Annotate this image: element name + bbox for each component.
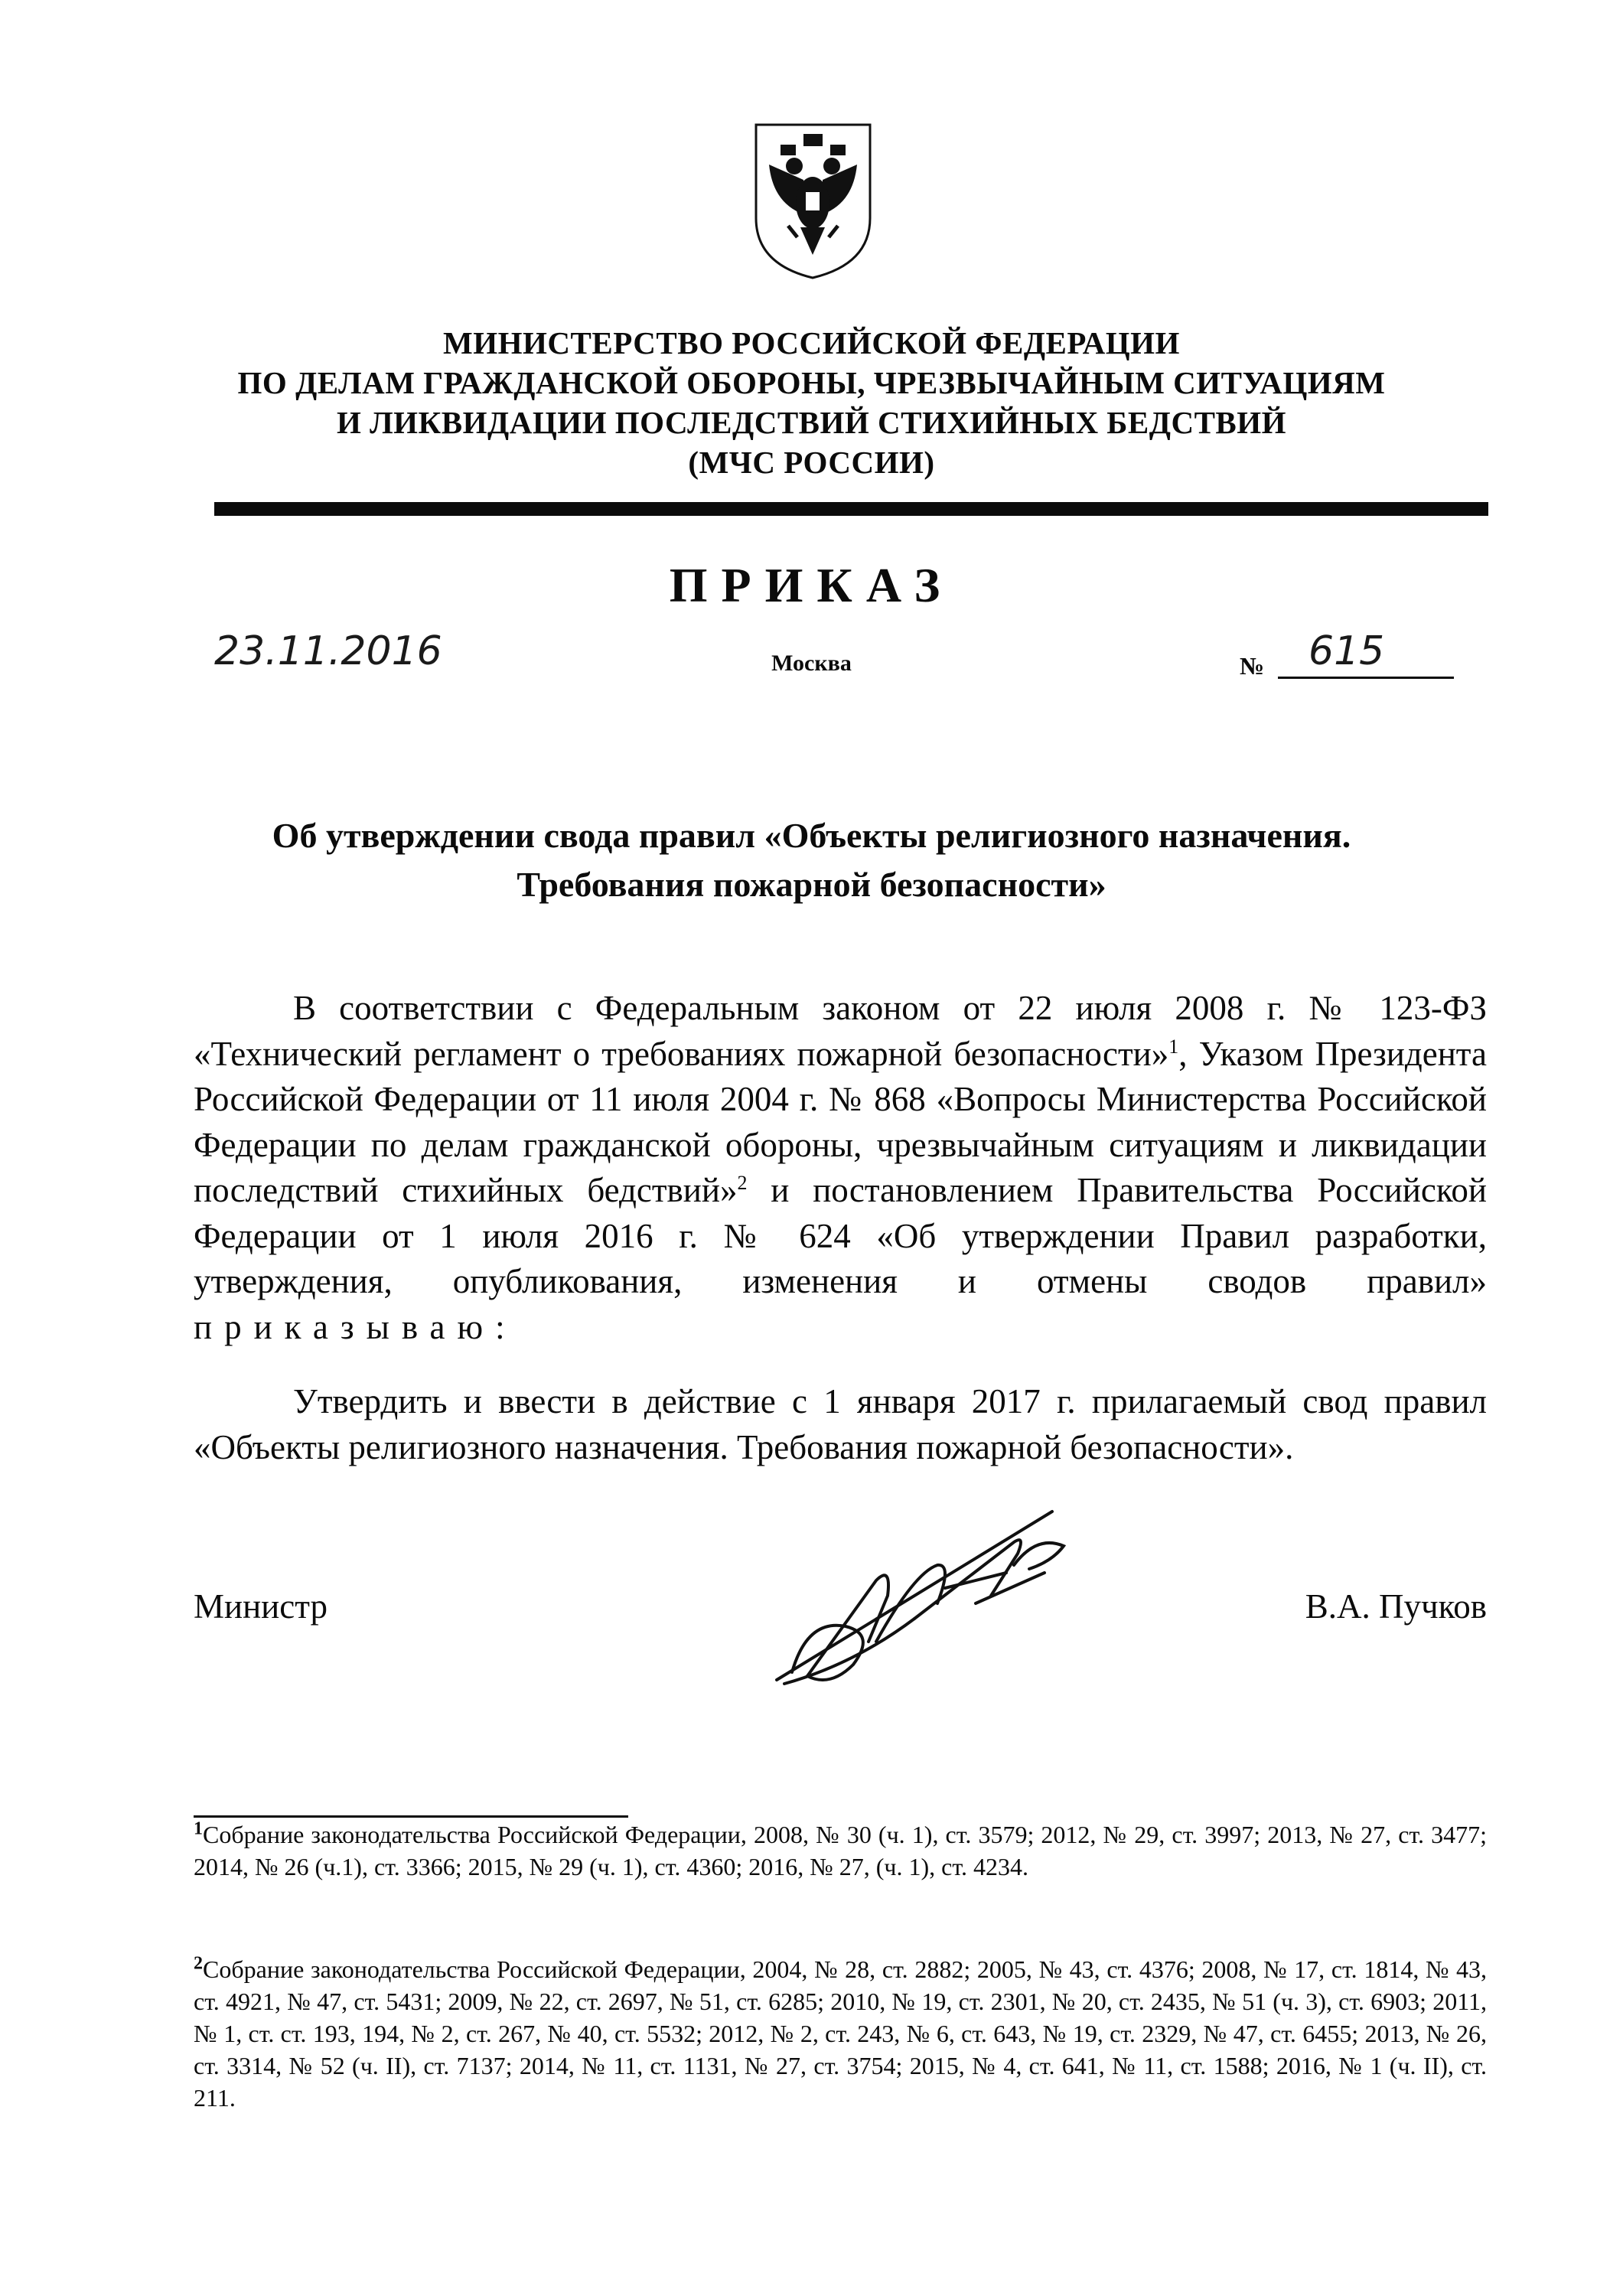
order-number (1278, 626, 1454, 679)
footnote-2 (194, 1953, 1487, 2114)
footnote-ref-2: 2 (737, 1172, 748, 1194)
preamble-text-part-1: В соответствии с Федеральным законом от 22 июля 2008 г. № 123-ФЗ «Технический регламент о требованиях пожарной безопасности» (194, 989, 1487, 1073)
footnote-divider (194, 1815, 628, 1818)
preamble-paragraph (194, 986, 1487, 1350)
order-number-label: № (1240, 652, 1265, 680)
directive-paragraph: Утвердить и ввести в действие с 1 января 2017 г. прилагаемый свод правил «Объекты религиозного назначения. Требования пожарной безопасности». (194, 1382, 1487, 1466)
footnote-1-text: Собрание законодательства Российской Федерации, 2008, № 30 (ч. 1), ст. 3579; 2012, № 29, ст. 3997; 2013, № 27, ст. 3477; 2014, № 26 (ч.1), ст. 3366; 2015, № 29 (ч. 1), ст. 4360; 2016, № 27, (ч. 1), ст. 4234. (194, 1821, 1487, 1880)
ministry-name-line-2: ПО ДЕЛАМ ГРАЖДАНСКОЙ ОБОРОНЫ, ЧРЕЗВЫЧАЙНЫМ СИТУАЦИЯМ (237, 365, 1386, 400)
footnote-1 (194, 1818, 1487, 1883)
order-directive-word: приказываю: (194, 1307, 517, 1346)
preamble-text-part-3: и постановлением Правительства Российской Федерации от 1 июля 2016 г. № 624 «Об утверждении Правил разработки, утверждения, опубликования, изменения и отмены сводов правил» (194, 1171, 1487, 1300)
order-title: ПРИКАЗ (669, 558, 954, 612)
header-divider (214, 502, 1488, 516)
footnote-2-mark: 2 (194, 1953, 203, 1974)
order-subject-line-1: Об утверждении свода правил «Объекты религиозного назначения. (272, 816, 1351, 855)
russian-double-headed-eagle-icon (750, 119, 876, 283)
ministry-name-line-1: МИНИСТЕРСТВО РОССИЙСКОЙ ФЕДЕРАЦИИ (443, 325, 1180, 360)
preamble-text-part-2: , Указом Президента Российской Федерации от 11 июля 2004 г. № 868 «Вопросы Министерства Российской Федерации по делам гражданской обороны, чрезвычайным ситуациям и ликвидации последствий стихийных бедствий» (194, 1034, 1487, 1209)
footnote-1-mark: 1 (194, 1818, 203, 1839)
order-city: Москва (771, 651, 852, 676)
order-subject (0, 811, 1623, 909)
order-date: 23.11.2016 (214, 628, 442, 674)
order-subject-line-2: Требования пожарной безопасности» (517, 865, 1106, 904)
footnote-2-text: Собрание законодательства Российской Федерации, 2004, № 28, ст. 2882; 2005, № 43, ст. 4376; 2008, № 17, ст. 1814, № 43, ст. 4921, № 47, ст. 5431; 2009, № 22, ст. 2697, № 51, ст. 6285; 2010, № 19, ст. 2301, № 20, ст. 2435, № 51 (ч. 3), ст. 6903; 2011, № 1, ст. ст. 193, 194, № 2, ст. 267, № 40, ст. 5532; 2012, № 2, ст. 243, № 6, ст. 643, № 19, ст. 2329, № 47, ст. 6455; 2013, № 26, ст. 3314, № 52 (ч. II), ст. 7137; 2014, № 11, ст. 1131, № 27, ст. 3754; 2015, № 4, ст. 641, № 11, ст. 1588; 2016, № 1 (ч. II), ст. 211. (194, 1955, 1488, 2112)
ministry-abbreviation: (МЧС РОССИИ) (688, 445, 935, 480)
signer-name: В.А. Пучков (1305, 1587, 1487, 1626)
handwritten-signature-icon (761, 1489, 1144, 1703)
ministry-name-line-3: И ЛИКВИДАЦИИ ПОСЛЕДСТВИЙ СТИХИЙНЫХ БЕДСТВИЙ (336, 405, 1287, 440)
footnote-ref-1: 1 (1168, 1035, 1179, 1058)
signer-position: Министр (194, 1587, 328, 1626)
order-number-value: 615 (1309, 628, 1385, 674)
